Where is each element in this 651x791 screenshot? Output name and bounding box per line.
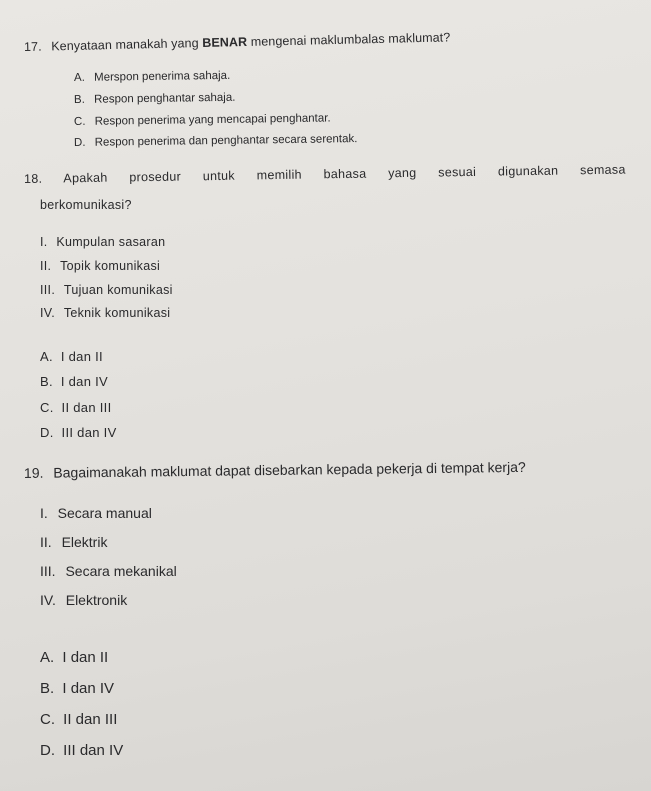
item-text: Tujuan komunikasi (63, 283, 173, 297)
question-18-stem-line-1 (24, 163, 626, 186)
option-letter: C. (40, 400, 54, 415)
option-text: I dan IV (62, 680, 115, 697)
option-letter: B. (40, 680, 55, 697)
item-text: Elektronik (65, 592, 128, 608)
option-text: III dan IV (63, 742, 124, 759)
option-text: III dan IV (61, 425, 117, 440)
question-19-item-3 (40, 563, 177, 579)
question-17-stem (24, 30, 451, 54)
question-18-stem-line-2: berkomunikasi? (40, 198, 132, 212)
question-19-stem (24, 459, 526, 481)
question-19-item-2 (40, 534, 107, 550)
option-text: Respon penghantar sahaja. (93, 91, 236, 106)
question-19-option-c[interactable] (40, 711, 117, 728)
option-text: I dan II (60, 349, 103, 364)
question-18-item-2 (40, 259, 160, 273)
option-letter: C. (73, 115, 86, 128)
question-18-stem-text-1: Apakah prosedur untuk memilih bahasa yang sesuai digunakan semasa (63, 162, 626, 186)
roman-numeral: II. (40, 534, 52, 550)
option-text: Respon penerima yang mencapai penghantar. (94, 112, 331, 128)
roman-numeral: I. (40, 235, 48, 249)
item-text: Secara mekanikal (65, 563, 177, 579)
item-text: Topik komunikasi (60, 259, 161, 273)
question-19-option-d[interactable] (40, 742, 123, 759)
option-letter: A. (73, 71, 85, 84)
option-text: I dan II (62, 649, 109, 666)
question-17-option-c[interactable] (74, 112, 331, 128)
roman-numeral: IV. (40, 306, 56, 320)
option-text: II dan III (63, 711, 118, 728)
item-text: Kumpulan sasaran (56, 235, 166, 249)
option-letter: A. (40, 649, 55, 666)
question-18-item-3 (40, 283, 173, 297)
question-19-option-b[interactable] (40, 680, 114, 697)
option-letter: A. (40, 349, 53, 364)
question-19-item-1 (40, 505, 152, 521)
question-18-item-4 (40, 306, 170, 320)
question-19-number: 19. (23, 464, 44, 481)
roman-numeral: IV. (40, 592, 56, 608)
question-18-option-d[interactable] (40, 425, 117, 440)
question-18-item-1 (40, 235, 165, 249)
option-letter: B. (40, 374, 53, 389)
item-text: Elektrik (61, 534, 108, 550)
question-17-number: 17. (23, 39, 42, 54)
option-text: I dan IV (60, 374, 109, 389)
option-text: II dan III (61, 400, 112, 415)
question-18-option-c[interactable] (40, 400, 112, 415)
question-17-option-b[interactable] (74, 92, 236, 106)
roman-numeral: III. (40, 283, 56, 297)
option-letter: D. (40, 742, 55, 759)
item-text: Secara manual (57, 505, 152, 521)
option-letter: B. (73, 93, 85, 106)
question-17-option-d[interactable] (74, 133, 358, 149)
option-text: Merspon penerima sahaja. (93, 69, 231, 84)
roman-numeral: II. (40, 259, 52, 273)
option-letter: D. (40, 425, 54, 440)
question-17-stem-after: mengenai maklumbalas maklumat? (247, 30, 451, 49)
question-19-option-a[interactable] (40, 649, 108, 666)
roman-numeral: III. (40, 563, 56, 579)
question-19-item-4 (40, 592, 127, 608)
question-17-option-a[interactable] (74, 70, 230, 84)
option-letter: D. (73, 136, 86, 149)
question-17-stem-before: Kenyataan manakah yang (51, 35, 203, 54)
question-19-stem-text: Bagaimanakah maklumat dapat disebarkan kepada pekerja di tempat kerja? (53, 458, 526, 481)
question-18-option-a[interactable] (40, 349, 103, 364)
item-text: Teknik komunikasi (63, 306, 171, 320)
roman-numeral: I. (40, 505, 48, 521)
question-18-option-b[interactable] (40, 374, 108, 389)
question-18-number: 18. (23, 171, 43, 186)
option-letter: C. (40, 711, 55, 728)
question-17-stem-bold: BENAR (202, 34, 248, 50)
option-text: Respon penerima dan penghantar secara serentak. (94, 133, 358, 149)
